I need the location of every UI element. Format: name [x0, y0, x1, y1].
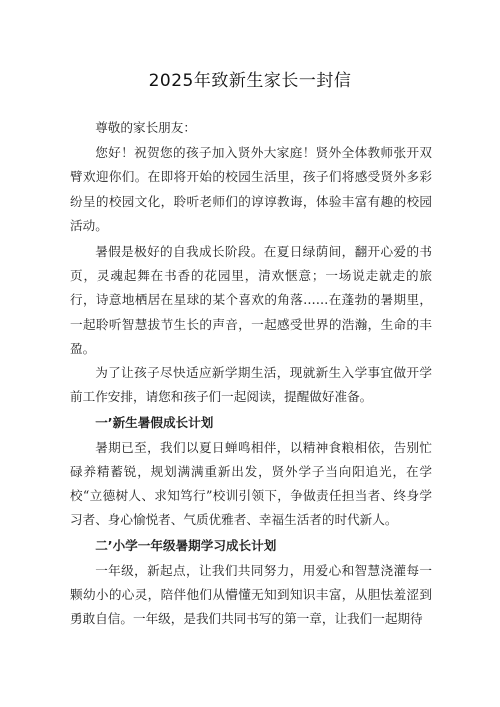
paragraph-greeting: 您好！祝贺您的孩子加入贤外大家庭！贤外全体教师张开双臂欢迎你们。在即将开始的校园生活里，孩子们将感受贤外多彩纷呈的校园文化，聆听老师们的谆谆教诲，体验丰富有趣的校园活动。	[70, 145, 432, 233]
section-heading-1: 一’新生暑假成长计划	[95, 415, 214, 431]
section-heading-2: 二’小学一年级暑期学习成长计划	[95, 538, 277, 554]
section-body-2: 一年级，新起点，让我们共同努力，用爱心和智慧浇灌每一颗幼小的心灵，陪伴他们从懵懂无知到知识丰富，从胆怯羞涩到勇敢自信。一年级，是我们共同书写的第一章，让我们一起期待	[70, 562, 432, 627]
paragraph-arrangement: 为了让孩子尽快适应新学期生活，现就新生入学事宜做开学前工作安排，请您和孩子们一起阅读，提醒做好准备。	[70, 365, 432, 405]
paragraph-summer: 暑假是极好的自我成长阶段。在夏日绿荫间，翻开心爱的书页，灵魂起舞在书香的花园里，清欢惬意；一场说走就走的旅行，诗意地栖居在星球的某个喜欢的角落……在蓬勃的暑期里，一起聆听智慧拔节生长的声音，一起感受世界的浩瀚，生命的丰盈。	[70, 244, 432, 356]
letter-body	[70, 116, 432, 631]
salutation: 尊敬的家长朋友：	[95, 120, 196, 135]
page-title: 2025年致新生家长一封信	[148, 71, 352, 91]
section-body-1: 暑期已至，我们以夏日蝉鸣相伴，以精神食粮相依，告别忙碌养精蓄锐，规划满满重新出发，贤外学子当向阳追光，在学校“立德树人、求知笃行”校训引领下，争做责任担当者、终身学习者、身心愉悦者、气质优雅者、幸福生活者的时代新人。	[70, 439, 432, 528]
